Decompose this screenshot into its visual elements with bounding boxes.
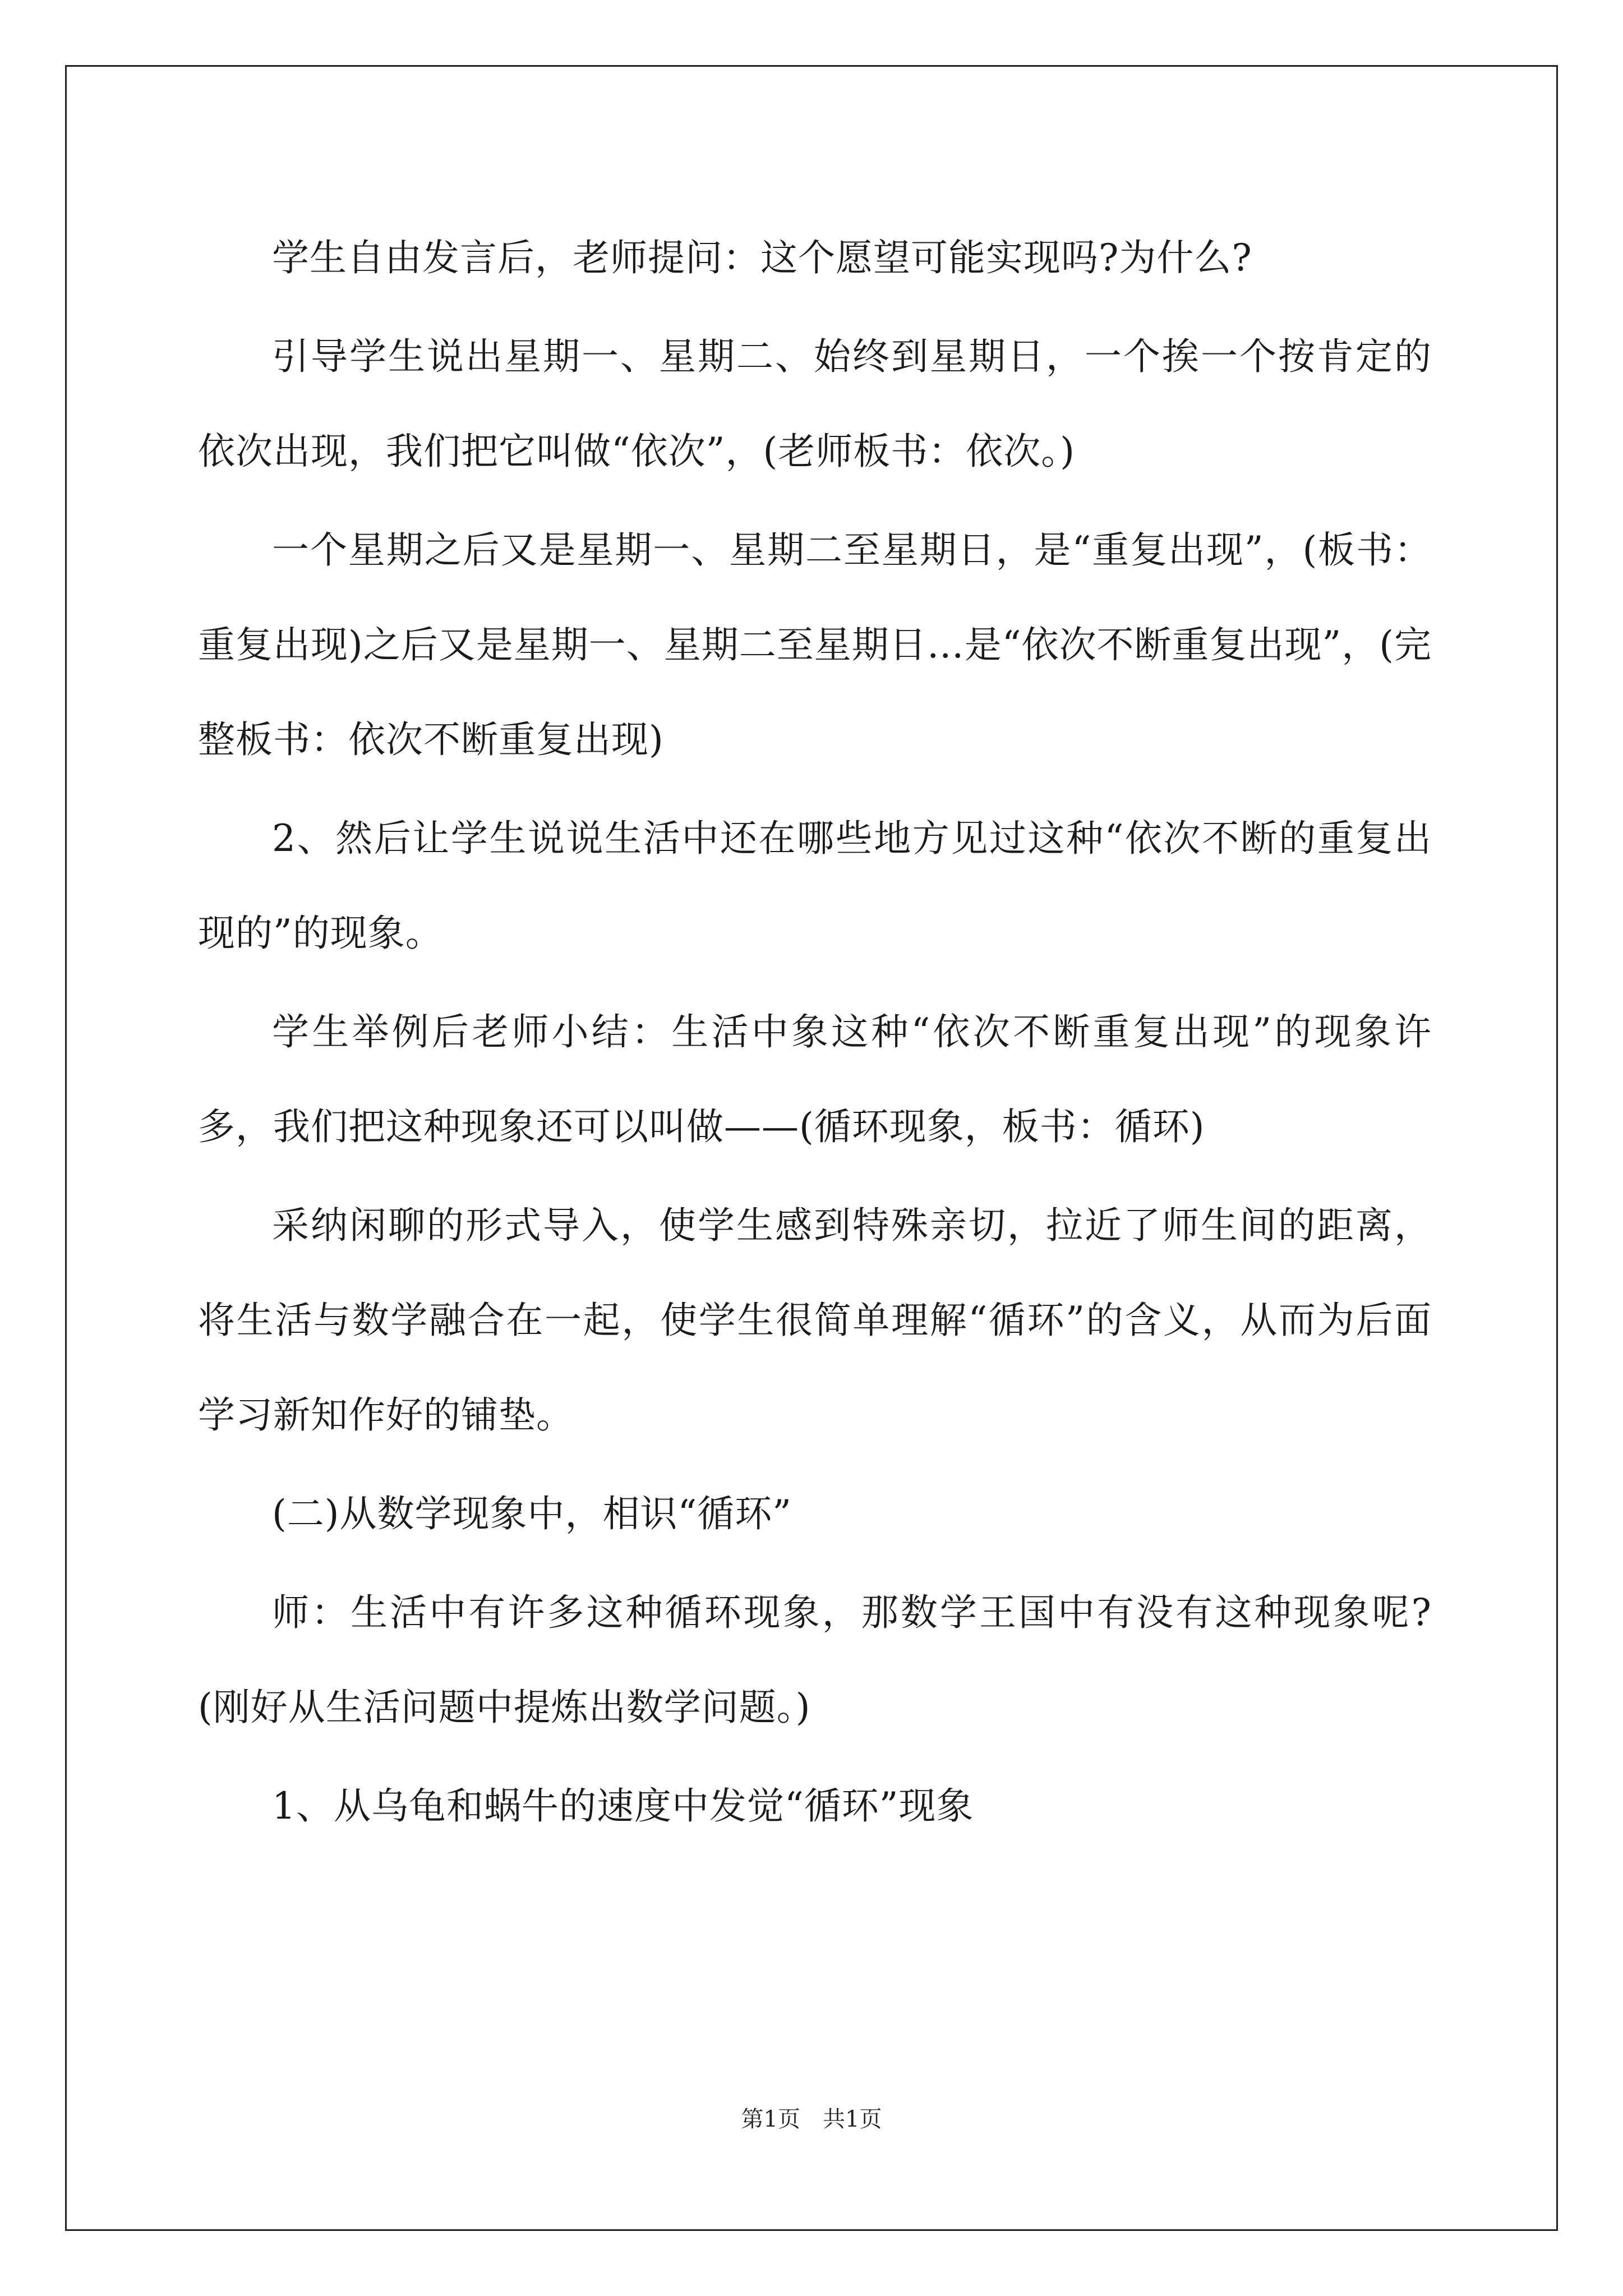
paragraph: 采纳闲聊的形式导入，使学生感到特殊亲切，拉近了师生间的距离，将生活与数学融合在一起，使学生很简单理解“循环”的含义，从而为后面学习新知作好的铺垫。 [198,1204,1432,1437]
page-number-footer: 第1页 共1页 [741,2106,882,2132]
paragraph: 2、然后让学生说说生活中还在哪些地方见过这种“依次不断的重复出现的”的现象。 [198,817,1432,955]
paragraph: 引导学生说出星期一、星期二、始终到星期日，一个挨一个按肯定的依次出现，我们把它叫做“依次”，(老师板书：依次。) [198,335,1432,473]
document-body [198,210,1432,1853]
paragraph: 一个星期之后又是星期一、星期二至星期日，是“重复出现”，(板书：重复出现)之后又是星期一、星期二至星期日…是“依次不断重复出现”，(完整板书：依次不断重复出现) [198,528,1432,761]
paragraph: 师：生活中有许多这种循环现象，那数学王国中有没有这种现象呢?(刚好从生活问题中提炼出数学问题。) [198,1591,1432,1729]
paragraph: 学生举例后老师小结：生活中象这种“依次不断重复出现”的现象许多，我们把这种现象还可以叫做——(循环现象，板书：循环) [198,1010,1432,1148]
paragraph: 1、从乌龟和蜗牛的速度中发觉“循环”现象 [272,1784,974,1828]
paragraph: 学生自由发言后，老师提问：这个愿望可能实现吗?为什么? [272,236,1252,279]
section-heading: (二)从数学现象中，相识“循环” [272,1492,792,1535]
